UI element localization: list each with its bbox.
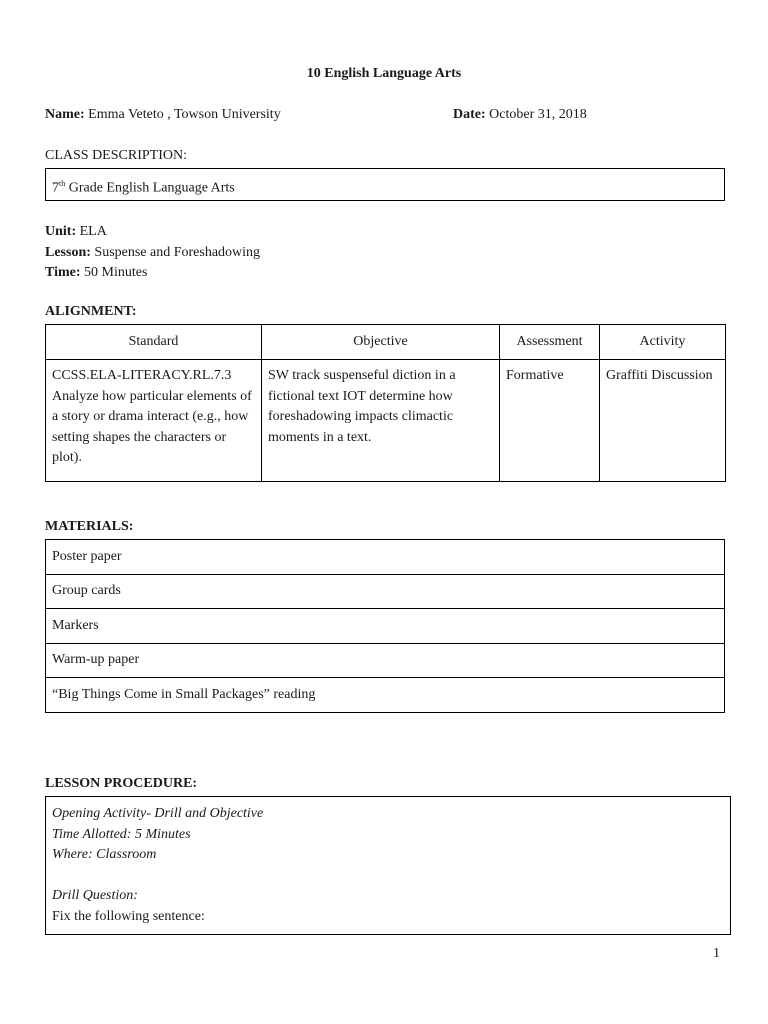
name-line <box>45 107 281 123</box>
lesson-info <box>45 222 260 284</box>
lesson-value: Suspense and Foreshadowing <box>94 244 261 260</box>
name-value: Emma Veteto , Towson University <box>88 107 281 122</box>
class-description-box <box>45 168 725 201</box>
drill-question-label: Drill Question: <box>52 888 138 903</box>
name-label: Name: <box>45 107 85 122</box>
drill-question-text: Fix the following sentence: <box>52 908 205 924</box>
header-objective: Objective <box>262 325 500 360</box>
material-item: Group cards <box>46 574 725 609</box>
procedure-box <box>45 796 731 935</box>
lesson-line <box>45 243 260 264</box>
materials-table <box>45 539 725 713</box>
time-label: Time: <box>45 265 81 280</box>
list-item <box>46 609 725 644</box>
location: Where: Classroom <box>52 847 157 862</box>
time-allotted: Time Allotted: 5 Minutes <box>52 826 191 842</box>
materials-heading: MATERIALS: <box>45 519 134 534</box>
header-activity: Activity <box>600 325 726 360</box>
list-item <box>46 678 725 713</box>
cell-standard: CCSS.ELA-LITERACY.RL.7.3 Analyze how particular elements of a story or drama interact (e.g., how setting shapes the characters or plot). <box>46 360 262 482</box>
unit-line <box>45 222 260 243</box>
alignment-heading: ALIGNMENT: <box>45 304 137 319</box>
time-value: 50 Minutes <box>84 265 148 280</box>
time-line <box>45 263 260 284</box>
date-value: October 31, 2018 <box>489 107 587 122</box>
grade-suffix: th <box>59 179 66 188</box>
date-label: Date: <box>453 107 486 122</box>
list-item <box>46 643 725 678</box>
material-item: Warm-up paper <box>46 643 725 678</box>
list-item <box>46 574 725 609</box>
lesson-label: Lesson: <box>45 244 91 260</box>
cell-objective: SW track suspenseful diction in a fictional text IOT determine how foreshadowing impacts climactic moments in a text. <box>262 360 500 482</box>
document-title: 10 English Language Arts <box>306 66 462 81</box>
list-item <box>46 540 725 575</box>
unit-label: Unit: <box>45 224 77 239</box>
header-assessment: Assessment <box>500 325 600 360</box>
alignment-header-row <box>46 325 726 360</box>
class-description-text: Grade English Language Arts <box>65 180 235 196</box>
material-item: Markers <box>46 609 725 644</box>
opening-activity: Opening Activity- Drill and Objective <box>52 806 264 821</box>
cell-assessment: Formative <box>500 360 600 482</box>
procedure-heading: LESSON PROCEDURE: <box>45 776 198 791</box>
class-description-label: CLASS DESCRIPTION: <box>45 148 187 163</box>
unit-value: ELA <box>79 224 107 239</box>
header-standard: Standard <box>46 325 262 360</box>
grade-number: 7 <box>52 180 59 196</box>
material-item: “Big Things Come in Small Packages” reading <box>46 678 725 713</box>
cell-activity: Graffiti Discussion <box>600 360 726 482</box>
alignment-table <box>45 324 726 482</box>
date-line <box>453 107 587 123</box>
material-item: Poster paper <box>46 540 725 575</box>
alignment-row <box>46 360 726 482</box>
page-number: 1 <box>713 946 720 961</box>
